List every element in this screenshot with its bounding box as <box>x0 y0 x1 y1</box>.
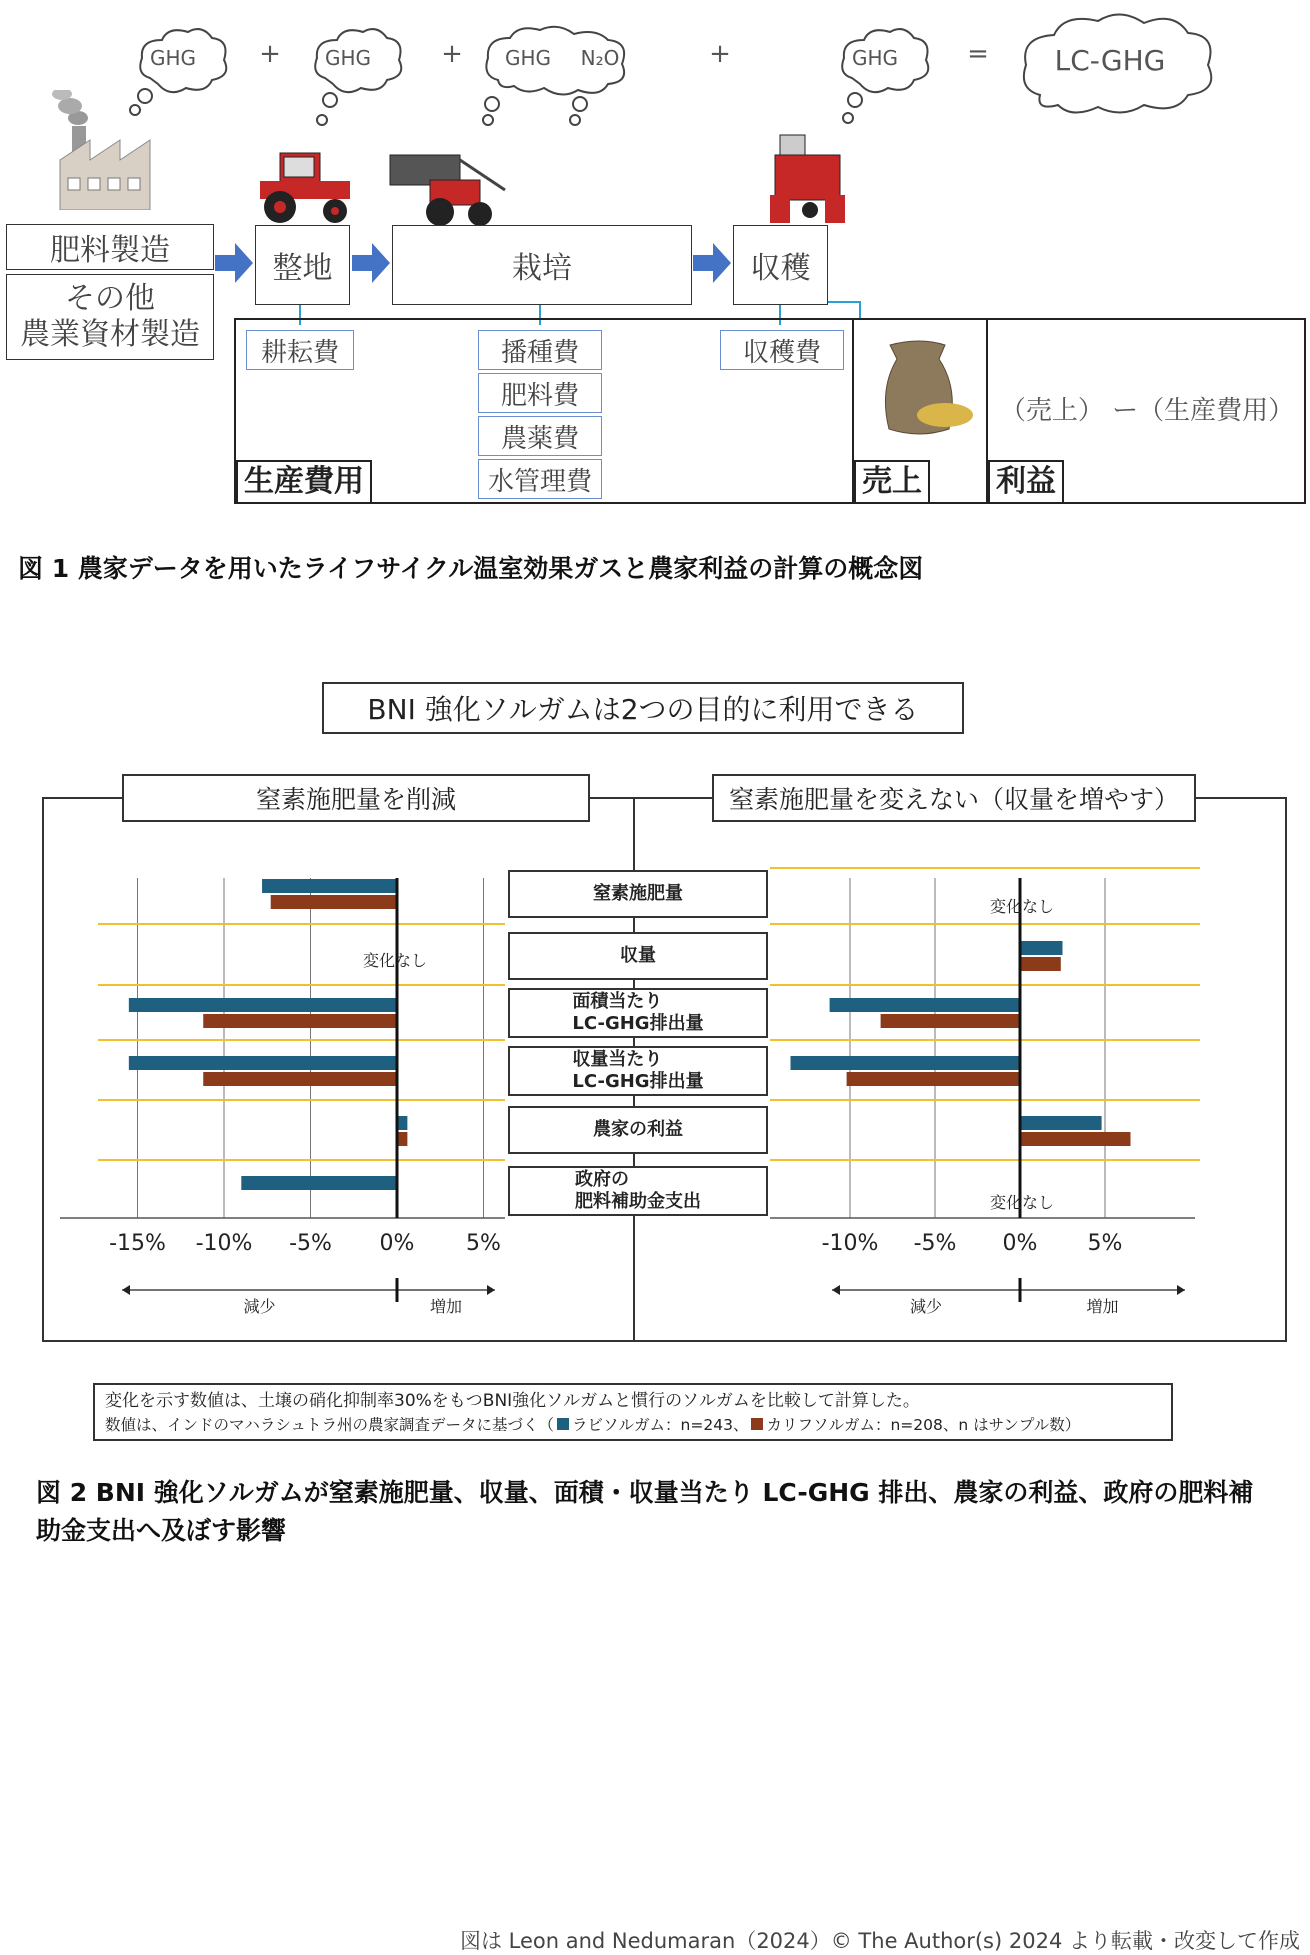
arrow-left-icon <box>122 1285 130 1295</box>
category-farmer-profit <box>508 1106 768 1154</box>
bar-rabi <box>241 1176 397 1190</box>
bar-rabi <box>397 1116 407 1130</box>
x-tick-label: -15% <box>109 1231 166 1256</box>
bar-rabi <box>129 998 397 1012</box>
x-tick-label: 5% <box>466 1231 501 1256</box>
note-line-2 <box>105 1413 1161 1437</box>
plus-operator: + <box>709 39 731 69</box>
legend-swatch-kharif <box>751 1418 763 1430</box>
decrease-label: 減少 <box>909 1297 943 1316</box>
profit-label: 利益 <box>988 460 1064 504</box>
category-label: 窒素施肥量 <box>593 883 683 904</box>
harvest-cost-label: 収穫費 <box>742 337 821 368</box>
legend-swatch-rabi <box>557 1418 569 1430</box>
increase-label: 増加 <box>1086 1297 1119 1316</box>
note-prefix: 数値は、インドのマハラシュトラ州の農家調査データに基づく（ <box>105 1416 555 1434</box>
bar-kharif <box>1020 1132 1131 1146</box>
bar-rabi <box>830 998 1020 1012</box>
x-tick-label: -5% <box>289 1231 332 1256</box>
arrow-left-icon <box>832 1285 840 1295</box>
right-panel-title: 窒素施肥量を変えない（収量を増やす） <box>712 774 1196 822</box>
credit-line: 図は Leon and Nedumaran（2024）© The Author(s) 2024 より転載・改変して作成 <box>459 1929 1300 1953</box>
legend-kharif: カリフソルガム：n=208、n はサンプル数） <box>766 1416 1081 1434</box>
bar-kharif <box>881 1014 1020 1028</box>
legend-rabi: ラビソルガム：n=243、 <box>572 1416 749 1434</box>
plus-operator: + <box>259 39 281 69</box>
equals-operator: = <box>967 39 989 69</box>
x-tick-label: -10% <box>821 1231 879 1256</box>
increase-label: 増加 <box>429 1297 463 1316</box>
stage-harvest-label: 収穫 <box>750 251 811 286</box>
note-line-1: 変化を示す数値は、土壌の硝化抑制率30%をもつBNI強化ソルガムと慣行のソルガムを比較して計算した。 <box>105 1391 920 1411</box>
bar-rabi <box>791 1056 1021 1070</box>
x-tick-label: -10% <box>195 1231 253 1256</box>
bar-kharif <box>203 1014 397 1028</box>
cloud-label-1: GHG <box>149 46 197 70</box>
figure1-caption: 図 1 農家データを用いたライフサイクル温室効果ガスと農家利益の計算の概念図 <box>18 554 924 583</box>
bar-kharif <box>397 1132 407 1146</box>
category-yield-ghg <box>508 1046 768 1096</box>
bar-rabi <box>1020 1116 1102 1130</box>
bar-rabi <box>129 1056 397 1070</box>
category-nitrogen <box>508 870 768 918</box>
profit-formula: （売上） ー（生産費用） <box>999 396 1295 426</box>
figure2-caption: 図 2 BNI 強化ソルガムが窒素施肥量、収量、面積・収量当たり LC-GHG 排出、農家の利益、政府の肥料補助金支出へ及ぼす影響 <box>36 1478 1254 1545</box>
water-management-cost-label: 水管理費 <box>487 466 592 497</box>
fertilizer-manufacturing-label: 肥料製造 <box>50 233 170 268</box>
category-label: 面積当たり LC-GHG排出量 <box>572 991 704 1034</box>
pesticide-cost-label: 農薬費 <box>500 423 579 454</box>
tillage-cost-label: 耕耘費 <box>260 337 339 368</box>
sales-label: 売上 <box>854 460 930 504</box>
x-tick-label: 0% <box>1002 1231 1038 1256</box>
bar-rabi <box>1020 941 1063 955</box>
arrow-right-icon <box>487 1285 495 1295</box>
category-yield <box>508 932 768 980</box>
stage-land-prep-label: 整地 <box>272 251 333 286</box>
figure2-banner: BNI 強化ソルガムは2つの目的に利用できる <box>322 682 964 734</box>
category-label: 農家の利益 <box>593 1119 683 1140</box>
cloud-label-2: GHG <box>324 46 372 70</box>
cloud-label-lc-ghg: LC-GHG <box>1054 44 1166 77</box>
production-cost-label: 生産費用 <box>236 460 372 504</box>
no-change-label: 変化なし <box>362 951 428 970</box>
cloud-label-4: GHG <box>851 46 899 70</box>
other-materials-label: その他 農業資材製造 <box>20 281 200 352</box>
x-tick-label: 5% <box>1087 1231 1123 1256</box>
x-tick-label: 0% <box>379 1231 415 1256</box>
no-change-label: 変化なし <box>989 897 1055 916</box>
arrow-right-icon <box>1177 1285 1185 1295</box>
note-box <box>93 1383 1173 1441</box>
cloud-label-3: GHG <box>504 46 552 70</box>
bar-rabi <box>262 879 397 893</box>
stage-cultivation-label: 栽培 <box>512 251 572 286</box>
category-area-ghg <box>508 988 768 1038</box>
plus-operator: + <box>441 39 463 69</box>
category-label: 収量 <box>620 945 656 966</box>
category-label: 政府の 肥料補助金支出 <box>575 1169 701 1212</box>
fertilizer-cost-label: 肥料費 <box>500 380 579 411</box>
bar-kharif <box>271 895 397 909</box>
bar-kharif <box>1020 957 1061 971</box>
left-panel-title: 窒素施肥量を削減 <box>122 774 590 822</box>
bar-kharif <box>203 1072 397 1086</box>
category-label: 収量当たり LC-GHG排出量 <box>572 1049 704 1092</box>
decrease-label: 減少 <box>243 1297 276 1316</box>
bar-kharif <box>847 1072 1020 1086</box>
cloud-label-n2o: N₂O <box>580 46 620 70</box>
seeding-cost-label: 播種費 <box>500 337 579 368</box>
category-subsidy <box>508 1166 768 1216</box>
x-tick-label: -5% <box>913 1231 957 1256</box>
no-change-label: 変化なし <box>989 1193 1055 1212</box>
